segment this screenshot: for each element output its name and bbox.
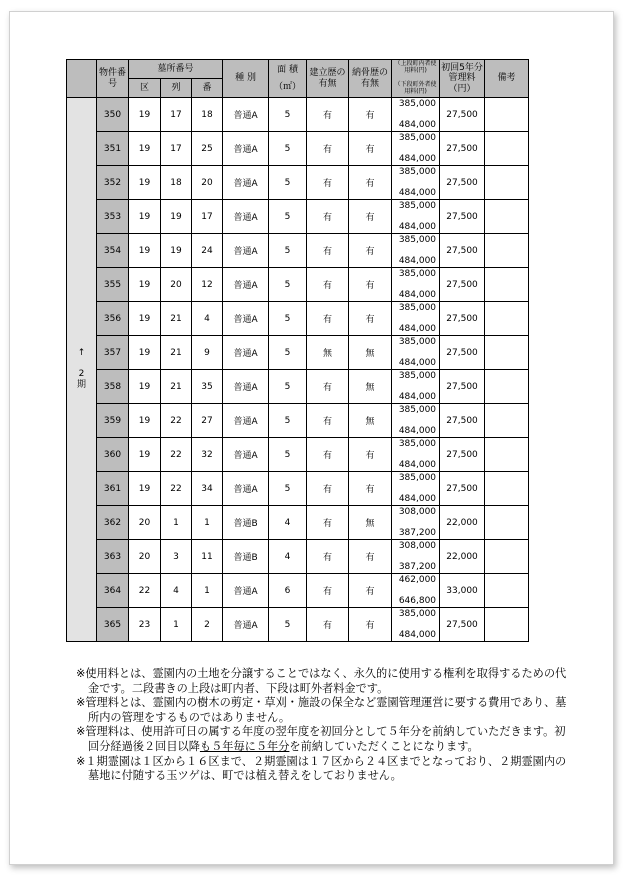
management-fee-cell: 27,500 xyxy=(440,608,485,642)
table-row xyxy=(67,234,529,268)
table-row xyxy=(67,98,529,132)
ward-cell: 19 xyxy=(129,200,161,234)
lot-cell: 12 xyxy=(192,268,223,302)
fee-resident: 385,000 xyxy=(398,234,437,245)
monument-cell: 有 xyxy=(307,506,349,540)
area-cell: 5 xyxy=(269,472,307,506)
management-fee-cell: 27,500 xyxy=(440,404,485,438)
row-cell: 1 xyxy=(161,608,192,642)
property-number: 353 xyxy=(97,200,129,234)
fee-nonresident: 484,000 xyxy=(398,153,437,164)
fee-nonresident: 484,000 xyxy=(398,425,437,436)
burial-cell: 有 xyxy=(349,608,392,642)
note-management-fee-payment xyxy=(76,725,576,754)
monument-cell: 有 xyxy=(307,268,349,302)
lot-cell: 2 xyxy=(192,608,223,642)
remarks-cell xyxy=(485,438,529,472)
area-cell: 5 xyxy=(269,404,307,438)
management-fee-cell: 27,500 xyxy=(440,234,485,268)
management-fee-cell: 22,000 xyxy=(440,506,485,540)
burial-cell: 有 xyxy=(349,540,392,574)
row-cell: 19 xyxy=(161,234,192,268)
monument-cell: 有 xyxy=(307,404,349,438)
management-fee-cell: 27,500 xyxy=(440,302,485,336)
fee-resident: 385,000 xyxy=(398,336,437,347)
ward-cell: 19 xyxy=(129,336,161,370)
area-cell: 4 xyxy=(269,540,307,574)
ward-cell: 23 xyxy=(129,608,161,642)
lot-cell: 17 xyxy=(192,200,223,234)
burial-cell: 有 xyxy=(349,166,392,200)
monument-cell: 有 xyxy=(307,438,349,472)
type-cell: 普通A xyxy=(223,166,269,200)
ward-cell: 20 xyxy=(129,506,161,540)
note-payment-underlined: も５年毎に５年分 xyxy=(199,739,290,753)
management-fee-cell: 22,000 xyxy=(440,540,485,574)
type-cell: 普通A xyxy=(223,438,269,472)
management-fee-cell: 27,500 xyxy=(440,438,485,472)
fee-resident: 462,000 xyxy=(398,574,437,585)
ward-cell: 19 xyxy=(129,166,161,200)
type-cell: 普通A xyxy=(223,404,269,438)
table-row xyxy=(67,132,529,166)
table-row xyxy=(67,608,529,642)
lot-cell: 34 xyxy=(192,472,223,506)
table-row xyxy=(67,268,529,302)
table-row xyxy=(67,370,529,404)
fee-resident: 385,000 xyxy=(398,370,437,381)
ward-cell: 19 xyxy=(129,98,161,132)
property-number: 354 xyxy=(97,234,129,268)
header-lot: 番 xyxy=(192,79,223,98)
area-cell: 4 xyxy=(269,506,307,540)
usage-fee-cell xyxy=(392,166,440,200)
row-cell: 21 xyxy=(161,302,192,336)
fee-resident: 385,000 xyxy=(398,404,437,415)
lot-cell: 20 xyxy=(192,166,223,200)
area-cell: 5 xyxy=(269,608,307,642)
row-cell: 20 xyxy=(161,268,192,302)
row-cell: 17 xyxy=(161,98,192,132)
ward-cell: 20 xyxy=(129,540,161,574)
management-fee-cell: 27,500 xyxy=(440,268,485,302)
header-usage-fee xyxy=(392,60,440,98)
note-payment-part-2: を前納していただくことになります。 xyxy=(289,739,479,753)
header-monument-history: 建立歴の有無 xyxy=(307,60,349,98)
header-area xyxy=(269,60,307,98)
usage-fee-cell xyxy=(392,234,440,268)
type-cell: 普通A xyxy=(223,268,269,302)
fee-nonresident: 484,000 xyxy=(398,493,437,504)
usage-fee-cell xyxy=(392,370,440,404)
property-number: 352 xyxy=(97,166,129,200)
row-cell: 4 xyxy=(161,574,192,608)
lot-cell: 1 xyxy=(192,574,223,608)
usage-fee-cell xyxy=(392,574,440,608)
period-label: 2期 xyxy=(76,368,86,391)
monument-cell: 有 xyxy=(307,472,349,506)
burial-cell: 有 xyxy=(349,234,392,268)
fee-nonresident: 484,000 xyxy=(398,629,437,640)
ward-cell: 19 xyxy=(129,268,161,302)
management-fee-cell: 27,500 xyxy=(440,200,485,234)
header-plot-number: 墓所番号 xyxy=(129,60,223,79)
fee-resident: 385,000 xyxy=(398,166,437,177)
period-arrow: ↑ xyxy=(77,347,86,358)
monument-cell: 無 xyxy=(307,336,349,370)
property-number: 359 xyxy=(97,404,129,438)
monument-cell: 有 xyxy=(307,540,349,574)
usage-fee-cell xyxy=(392,336,440,370)
header-row: 列 xyxy=(161,79,192,98)
property-number: 360 xyxy=(97,438,129,472)
usage-fee-cell xyxy=(392,268,440,302)
ward-cell: 19 xyxy=(129,472,161,506)
usage-fee-cell xyxy=(392,404,440,438)
lot-cell: 18 xyxy=(192,98,223,132)
fee-nonresident: 484,000 xyxy=(398,459,437,470)
type-cell: 普通A xyxy=(223,302,269,336)
monument-cell: 有 xyxy=(307,574,349,608)
property-number: 351 xyxy=(97,132,129,166)
property-number: 361 xyxy=(97,472,129,506)
table-row xyxy=(67,336,529,370)
area-cell: 5 xyxy=(269,268,307,302)
lot-cell: 4 xyxy=(192,302,223,336)
row-cell: 17 xyxy=(161,132,192,166)
property-number: 365 xyxy=(97,608,129,642)
header-area-label: 面 積 xyxy=(277,65,298,76)
row-cell: 21 xyxy=(161,336,192,370)
fee-nonresident: 484,000 xyxy=(398,255,437,266)
management-fee-cell: 27,500 xyxy=(440,166,485,200)
lot-cell: 11 xyxy=(192,540,223,574)
remarks-cell xyxy=(485,336,529,370)
property-number: 355 xyxy=(97,268,129,302)
row-cell: 1 xyxy=(161,506,192,540)
lot-cell: 27 xyxy=(192,404,223,438)
lot-cell: 1 xyxy=(192,506,223,540)
area-cell: 5 xyxy=(269,234,307,268)
ward-cell: 19 xyxy=(129,302,161,336)
burial-cell: 無 xyxy=(349,370,392,404)
table-row xyxy=(67,302,529,336)
remarks-cell xyxy=(485,166,529,200)
type-cell: 普通A xyxy=(223,200,269,234)
row-cell: 21 xyxy=(161,370,192,404)
type-cell: 普通B xyxy=(223,506,269,540)
note-usage-fee: ※使用料とは、霊園内の土地を分譲することではなく、永久的に使用する権利を取得するための代金です。二段書きの上段は町内者、下段は町外者料金です。 xyxy=(76,667,567,695)
table-row xyxy=(67,438,529,472)
row-cell: 22 xyxy=(161,438,192,472)
type-cell: 普通A xyxy=(223,608,269,642)
row-cell: 19 xyxy=(161,200,192,234)
management-fee-cell: 27,500 xyxy=(440,472,485,506)
fee-resident: 385,000 xyxy=(398,472,437,483)
area-cell: 5 xyxy=(269,302,307,336)
property-number: 364 xyxy=(97,574,129,608)
monument-cell: 有 xyxy=(307,132,349,166)
area-cell: 5 xyxy=(269,200,307,234)
ward-cell: 19 xyxy=(129,234,161,268)
type-cell: 普通A xyxy=(223,574,269,608)
header-ward: 区 xyxy=(129,79,161,98)
burial-cell: 有 xyxy=(349,268,392,302)
fee-nonresident: 484,000 xyxy=(398,187,437,198)
notes-section xyxy=(76,667,576,784)
table-row xyxy=(67,574,529,608)
ward-cell: 22 xyxy=(129,574,161,608)
fee-nonresident: 484,000 xyxy=(398,221,437,232)
management-fee-cell: 27,500 xyxy=(440,370,485,404)
header-period xyxy=(67,60,97,98)
burial-cell: 無 xyxy=(349,336,392,370)
lot-cell: 32 xyxy=(192,438,223,472)
header-remarks: 備考 xyxy=(485,60,529,98)
type-cell: 普通A xyxy=(223,234,269,268)
property-number: 363 xyxy=(97,540,129,574)
header-management-fee-label: 初回5年分管理料 xyxy=(441,62,483,84)
fee-resident: 385,000 xyxy=(398,132,437,143)
lot-cell: 35 xyxy=(192,370,223,404)
usage-fee-cell xyxy=(392,506,440,540)
type-cell: 普通A xyxy=(223,336,269,370)
lot-cell: 9 xyxy=(192,336,223,370)
fee-resident: 385,000 xyxy=(398,608,437,619)
fee-nonresident: 484,000 xyxy=(398,323,437,334)
property-number: 357 xyxy=(97,336,129,370)
fee-resident: 385,000 xyxy=(398,302,437,313)
ward-cell: 19 xyxy=(129,404,161,438)
table-row xyxy=(67,472,529,506)
monument-cell: 有 xyxy=(307,608,349,642)
usage-fee-cell xyxy=(392,132,440,166)
burial-cell: 有 xyxy=(349,438,392,472)
header-property-number: 物件番号 xyxy=(97,60,129,98)
remarks-cell xyxy=(485,234,529,268)
monument-cell: 有 xyxy=(307,234,349,268)
ward-cell: 19 xyxy=(129,370,161,404)
type-cell: 普通A xyxy=(223,472,269,506)
burial-cell: 有 xyxy=(349,574,392,608)
ward-cell: 19 xyxy=(129,132,161,166)
monument-cell: 有 xyxy=(307,166,349,200)
remarks-cell xyxy=(485,574,529,608)
fee-nonresident: 387,200 xyxy=(398,561,437,572)
burial-cell: 有 xyxy=(349,132,392,166)
period-cell xyxy=(67,98,97,642)
row-cell: 18 xyxy=(161,166,192,200)
fee-resident: 385,000 xyxy=(398,200,437,211)
fee-nonresident: 646,800 xyxy=(398,595,437,606)
usage-fee-cell xyxy=(392,98,440,132)
area-cell: 5 xyxy=(269,336,307,370)
area-cell: 5 xyxy=(269,132,307,166)
cemetery-plot-table xyxy=(66,59,529,642)
area-cell: 5 xyxy=(269,98,307,132)
row-cell: 3 xyxy=(161,540,192,574)
remarks-cell xyxy=(485,302,529,336)
table-row xyxy=(67,506,529,540)
property-number: 356 xyxy=(97,302,129,336)
area-cell: 5 xyxy=(269,438,307,472)
property-number: 358 xyxy=(97,370,129,404)
property-number: 362 xyxy=(97,506,129,540)
type-cell: 普通A xyxy=(223,132,269,166)
usage-fee-cell xyxy=(392,608,440,642)
row-cell: 22 xyxy=(161,472,192,506)
document-page xyxy=(9,11,614,865)
property-number: 350 xyxy=(97,98,129,132)
area-cell: 5 xyxy=(269,370,307,404)
remarks-cell xyxy=(485,98,529,132)
usage-fee-cell xyxy=(392,540,440,574)
header-type: 種 別 xyxy=(223,60,269,98)
type-cell: 普通B xyxy=(223,540,269,574)
burial-cell: 有 xyxy=(349,302,392,336)
remarks-cell xyxy=(485,268,529,302)
burial-cell: 有 xyxy=(349,200,392,234)
table-row xyxy=(67,166,529,200)
row-cell: 22 xyxy=(161,404,192,438)
header-fee-resident: （上段町内者使用料(円) xyxy=(394,60,437,75)
burial-cell: 有 xyxy=(349,472,392,506)
management-fee-cell: 33,000 xyxy=(440,574,485,608)
fee-resident: 385,000 xyxy=(398,98,437,109)
header-management-fee xyxy=(440,60,485,98)
monument-cell: 有 xyxy=(307,98,349,132)
remarks-cell xyxy=(485,132,529,166)
fee-nonresident: 484,000 xyxy=(398,289,437,300)
fee-resident: 308,000 xyxy=(398,540,437,551)
remarks-cell xyxy=(485,370,529,404)
fee-nonresident: 484,000 xyxy=(398,391,437,402)
monument-cell: 有 xyxy=(307,302,349,336)
lot-cell: 25 xyxy=(192,132,223,166)
burial-cell: 無 xyxy=(349,506,392,540)
burial-cell: 有 xyxy=(349,98,392,132)
monument-cell: 有 xyxy=(307,200,349,234)
type-cell: 普通A xyxy=(223,370,269,404)
usage-fee-cell xyxy=(392,438,440,472)
table-row xyxy=(67,200,529,234)
monument-cell: 有 xyxy=(307,370,349,404)
header-management-fee-unit: （円） xyxy=(448,83,476,94)
fee-resident: 308,000 xyxy=(398,506,437,517)
remarks-cell xyxy=(485,472,529,506)
ward-cell: 19 xyxy=(129,438,161,472)
fee-nonresident: 484,000 xyxy=(398,119,437,130)
burial-cell: 無 xyxy=(349,404,392,438)
fee-resident: 385,000 xyxy=(398,268,437,279)
remarks-cell xyxy=(485,200,529,234)
note-cemetery-periods: ※１期霊園は１区から１６区まで、２期霊園は１７区から２４区までとなっており、２期霊園内の墓地に付随する玉ツゲは、町では植え替えをしておりません。 xyxy=(76,754,567,783)
remarks-cell xyxy=(485,404,529,438)
remarks-cell xyxy=(485,540,529,574)
area-cell: 6 xyxy=(269,574,307,608)
lot-cell: 24 xyxy=(192,234,223,268)
fee-nonresident: 387,200 xyxy=(398,527,437,538)
table-row xyxy=(67,540,529,574)
fee-resident: 385,000 xyxy=(398,438,437,449)
note-management-fee-definition: ※管理料とは、霊園内の樹木の剪定・草刈・施設の保全など霊園管理運営に要する費用であり、墓所内の管理をするものではありません。 xyxy=(76,696,567,724)
management-fee-cell: 27,500 xyxy=(440,336,485,370)
header-fee-nonresident: （下段町外者使用料(円) xyxy=(394,81,437,95)
note-payment-part-1: ※管理料は、使用許可日の属する年度の翌年度を初回分として５年分を前納していただきます。初回分経過後２回目以降 xyxy=(76,725,566,753)
management-fee-cell: 27,500 xyxy=(440,132,485,166)
table-row xyxy=(67,404,529,438)
fee-nonresident: 484,000 xyxy=(398,357,437,368)
usage-fee-cell xyxy=(392,472,440,506)
management-fee-cell: 27,500 xyxy=(440,98,485,132)
remarks-cell xyxy=(485,608,529,642)
usage-fee-cell xyxy=(392,302,440,336)
area-cell: 5 xyxy=(269,166,307,200)
header-burial-history: 納骨歴の有無 xyxy=(349,60,392,98)
type-cell: 普通A xyxy=(223,98,269,132)
header-area-unit: （㎡） xyxy=(274,81,302,92)
remarks-cell xyxy=(485,506,529,540)
usage-fee-cell xyxy=(392,200,440,234)
